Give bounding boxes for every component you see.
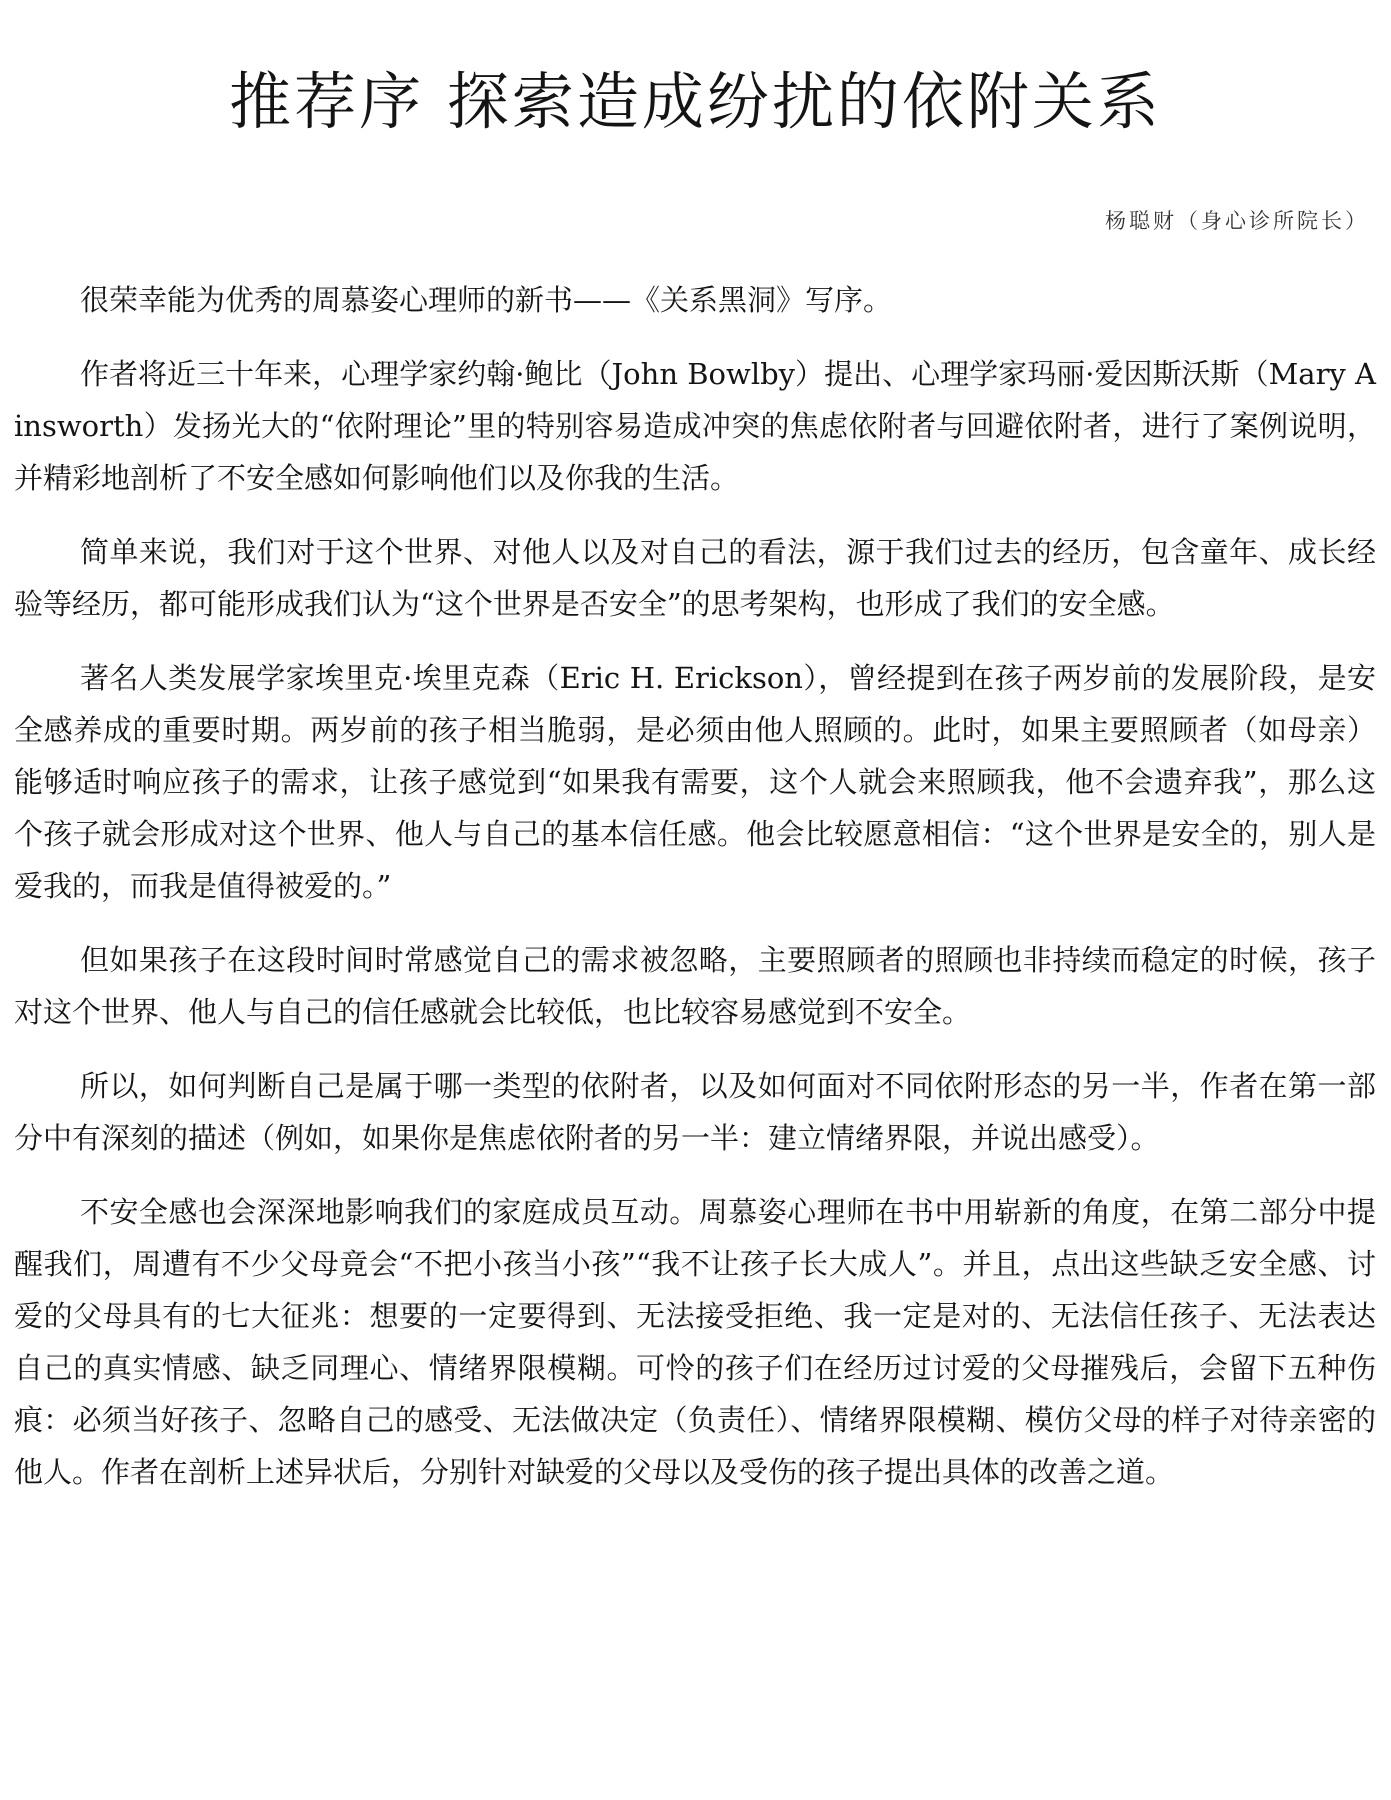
paragraph: 简单来说，我们对于这个世界、对他人以及对自己的看法，源于我们过去的经历，包含童年、成长经验等经历，都可能形成我们认为“这个世界是否安全”的思考架构，也形成了我们的安全感。 bbox=[14, 535, 1376, 621]
paragraph: 著名人类发展学家埃里克·埃里克森（Eric H. Erickson），曾经提到在孩子两岁前的发展阶段，是安全感养成的重要时期。两岁前的孩子相当脆弱，是必须由他人照顾的。此时，如果主要照顾者（如母亲）能够适时响应孩子的需求，让孩子感觉到“如果我有需要，这个人就会来照顾我，他不会遗弃我”，那么这个孩子就会形成对这个世界、他人与自己的基本信任感。他会比较愿意相信：“这个世界是安全的，别人是爱我的，而我是值得被爱的。” bbox=[14, 661, 1376, 903]
paragraph: 所以，如何判断自己是属于哪一类型的依附者，以及如何面对不同依附形态的另一半，作者在第一部分中有深刻的描述（例如，如果你是焦虑依附者的另一半：建立情绪界限，并说出感受）。 bbox=[14, 1069, 1376, 1155]
paragraph: 很荣幸能为优秀的周慕姿心理师的新书——《关系黑洞》写序。 bbox=[80, 283, 893, 317]
page-title: 推荐序 探索造成纷扰的依附关系 bbox=[229, 65, 1162, 138]
body-text bbox=[14, 274, 1376, 1520]
paragraph: 作者将近三十年来，心理学家约翰·鲍比（John Bowlby）提出、心理学家玛丽·爱因斯沃斯（Mary Ainsworth）发扬光大的“依附理论”里的特别容易造成冲突的焦虑依附者与回避依附者，进行了案例说明，并精彩地剖析了不安全感如何影响他们以及你我的生活。 bbox=[14, 357, 1376, 495]
paragraph: 但如果孩子在这段时间时常感觉自己的需求被忽略，主要照顾者的照顾也非持续而稳定的时候，孩子对这个世界、他人与自己的信任感就会比较低，也比较容易感觉到不安全。 bbox=[14, 943, 1376, 1029]
paragraph: 不安全感也会深深地影响我们的家庭成员互动。周慕姿心理师在书中用崭新的角度，在第二部分中提醒我们，周遭有不少父母竟会“不把小孩当小孩”“我不让孩子长大成人”。并且，点出这些缺乏安全感、讨爱的父母具有的七大征兆：想要的一定要得到、无法接受拒绝、我一定是对的、无法信任孩子、无法表达自己的真实情感、缺乏同理心、情绪界限模糊。可怜的孩子们在经历过讨爱的父母摧残后，会留下五种伤痕：必须当好孩子、忽略自己的感受、无法做决定（负责任）、情绪界限模糊、模仿父母的样子对待亲密的他人。作者在剖析上述异状后，分别针对缺爱的父母以及受伤的孩子提出具体的改善之道。 bbox=[14, 1195, 1376, 1489]
author-byline: 杨聪财（身心诊所院长） bbox=[1105, 209, 1369, 233]
